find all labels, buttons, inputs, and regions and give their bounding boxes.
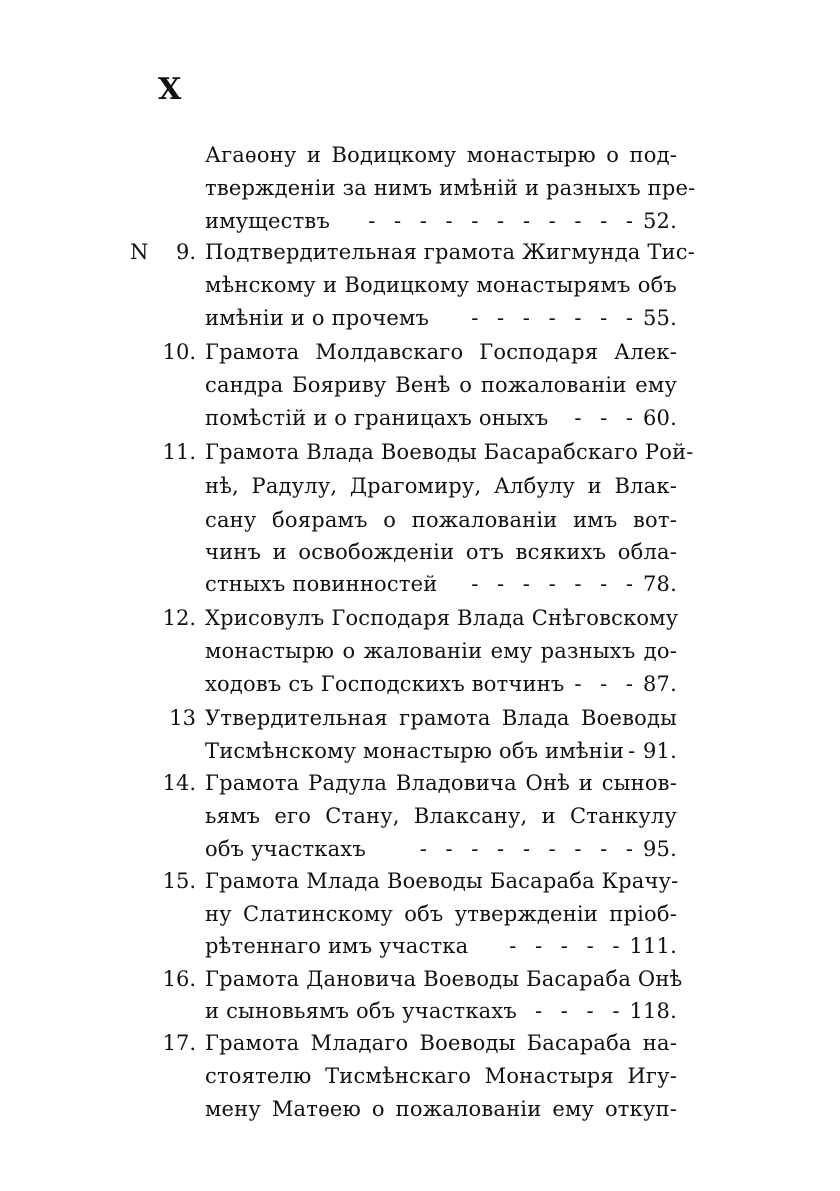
entry-line: стоятелю Тисмѣнскаго Монастыря Игу- [205, 1064, 677, 1088]
entry-line: Грамота Молдавскаго Господаря Алек- [205, 340, 677, 364]
entry-line-text: стныхъ повинностей [205, 572, 438, 596]
entry-line: мѣнскому и Водицкому монастырямъ объ [205, 273, 677, 297]
entry-page: 91. [643, 739, 677, 763]
entry-line-text: имѣніи и о прочемъ [205, 306, 430, 330]
entry-line: монастырю о жалованіи ему разныхъ до- [205, 639, 677, 663]
entry-last-line [205, 667, 677, 701]
page-number: X [158, 72, 182, 107]
entry-line: ну Слатинскому объ утвержденіи пріоб- [205, 902, 677, 926]
dot-leader: - - - - - - - - - [419, 837, 639, 861]
entry-number: 12. [162, 606, 196, 630]
entry-line-text: и сыновьямъ объ участкахъ [205, 999, 517, 1023]
entry-line: Грамота Дановича Воеводы Басараба Онѣ [205, 967, 683, 991]
entry-number: 16. [162, 967, 196, 991]
entry-line: Грамота Младаго Воеводы Басараба на- [205, 1031, 677, 1055]
entry-line: ьямъ его Стану, Влаксану, и Станкулу [205, 804, 677, 828]
entry-number: 14. [162, 771, 196, 795]
entry-line: Подтвердительная грамота Жигмунда Тис- [205, 240, 696, 264]
entry-line-text: имуществъ [205, 209, 331, 233]
entry-line-text: ходовъ съ Господскихъ вотчинъ [205, 672, 565, 696]
entry-line: Агаѳону и Водицкому монастырю о под- [205, 143, 677, 167]
entry-line: Грамота Радула Владовича Онѣ и сынов- [205, 771, 677, 795]
entry-page: 118. [629, 999, 677, 1023]
entry-line: чинъ и освобожденіи отъ всякихъ обла- [205, 540, 677, 564]
entry-number: 13 [169, 706, 196, 730]
entry-number: 10. [162, 340, 196, 364]
dot-leader: - - - - - - - - - - - [368, 209, 639, 233]
dot-leader: - - - - [535, 999, 626, 1023]
entry-line: сандра Бояриву Венѣ о пожалованіи ему [205, 373, 677, 397]
entry-line: мену Матѳею о пожалованіи ему откуп- [205, 1097, 677, 1121]
entry-last-line [205, 734, 677, 768]
entry-last-line [205, 401, 677, 435]
entry-page: 87. [643, 672, 677, 696]
entry-number: 11. [162, 440, 196, 464]
entry-page: 78. [643, 572, 677, 596]
dot-leader: - - - - - [509, 934, 626, 958]
entry-line: сану боярамъ о пожалованіи имъ вот- [205, 508, 677, 532]
entry-page: 111. [629, 934, 677, 958]
entry-line: нѣ, Радулу, Драгомиру, Албулу и Влак- [205, 474, 677, 498]
entry-page: 52. [643, 209, 677, 233]
dot-leader: - - - - - - - [471, 572, 639, 596]
entry-number: 15. [162, 869, 196, 893]
entry-line-text: помѣстій и о границахъ оныхъ [205, 406, 549, 430]
entry-page: 60. [643, 406, 677, 430]
entry-line-text: Тисмѣнскому монастырю объ имѣніи [205, 739, 625, 763]
entry-last-line [205, 567, 677, 601]
entry-last-line [205, 994, 677, 1028]
entry-line: твержденіи за нимъ имѣній и разныхъ пре- [205, 176, 696, 200]
entry-number: 9. [175, 240, 196, 264]
dot-leader: - [628, 739, 642, 763]
entry-line: Грамота Млада Воеводы Басараба Крачу- [205, 869, 679, 893]
entry-line-text: объ участкахъ [205, 837, 366, 861]
entry-page: 95. [643, 837, 677, 861]
entry-number: 17. [162, 1031, 196, 1055]
entry-last-line [205, 832, 677, 866]
entry-line: Грамота Влада Воеводы Басарабскаго Рой- [205, 440, 694, 464]
entry-line: Утвердительная грамота Влада Воеводы [205, 706, 677, 730]
dot-leader: - - - - - - - [471, 306, 639, 330]
entry-page: 55. [643, 306, 677, 330]
entry-last-line [205, 301, 677, 335]
dot-leader: - - - [574, 672, 639, 696]
entry-last-line [205, 929, 677, 963]
number-sign: N [130, 240, 149, 264]
entry-line-text: рѣтеннаго имъ участка [205, 934, 469, 958]
entry-line: Хрисовулъ Господаря Влада Снѣговскому [205, 606, 679, 630]
dot-leader: - - - [574, 406, 639, 430]
entry-last-line [205, 204, 677, 238]
